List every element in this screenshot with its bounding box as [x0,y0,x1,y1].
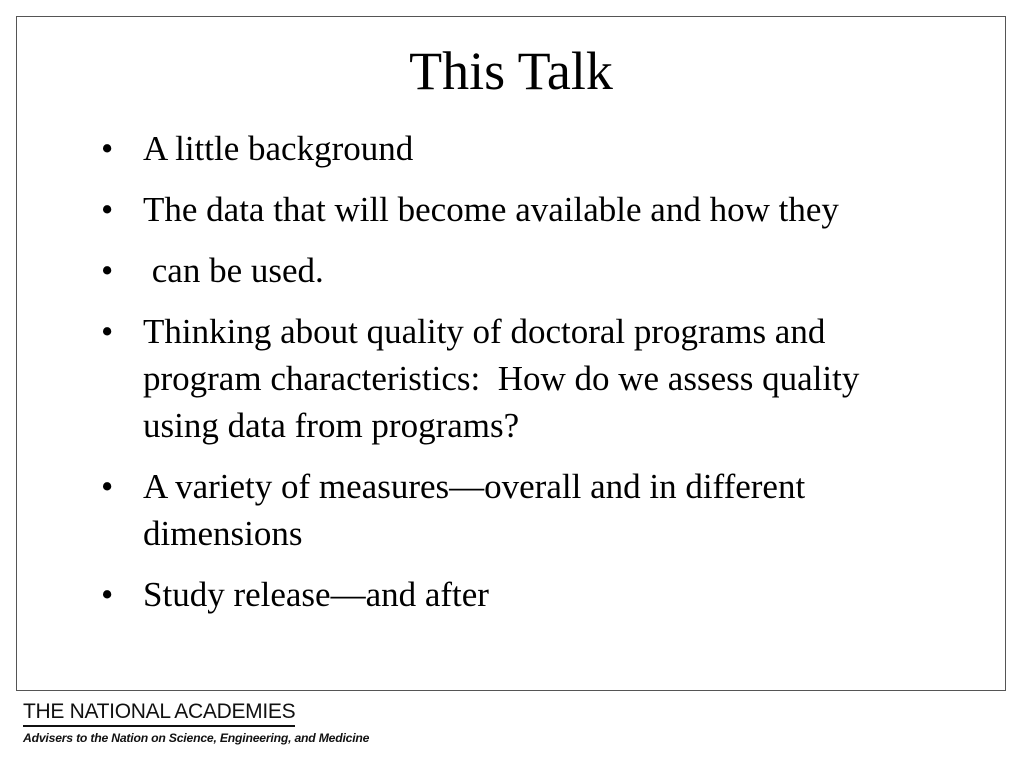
slide-frame [16,16,1006,691]
bullet-dot-icon: • [101,467,114,506]
bullet-dot-icon: • [101,129,114,168]
bullet-item [101,571,901,618]
bullet-text: can be used. [143,251,324,290]
logo-tagline: Advisers to the Nation on Science, Engineering, and Medicine [23,731,370,745]
bullet-text: Study release—and after [143,575,489,614]
bullet-dot-icon: • [101,312,114,351]
national-academies-logo [23,700,370,750]
bullet-item [101,308,901,449]
bullet-list [101,125,901,632]
bullet-item [101,463,901,557]
bullet-text: Thinking about quality of doctoral programs and program characteristics: How do we assess quality using data from programs? [143,312,869,445]
bullet-dot-icon: • [101,251,114,290]
bullet-text: A little background [143,129,414,168]
bullet-item [101,186,901,233]
slide-title: This Talk [409,41,613,101]
bullet-text: A variety of measures—overall and in different dimensions [143,467,806,553]
bullet-dot-icon: • [101,575,114,614]
bullet-item [101,247,901,294]
bullet-dot-icon: • [101,190,114,229]
bullet-item [101,125,901,172]
bullet-text: The data that will become available and how they [143,190,839,229]
logo-org-name: THE NATIONAL ACADEMIES [23,700,295,727]
